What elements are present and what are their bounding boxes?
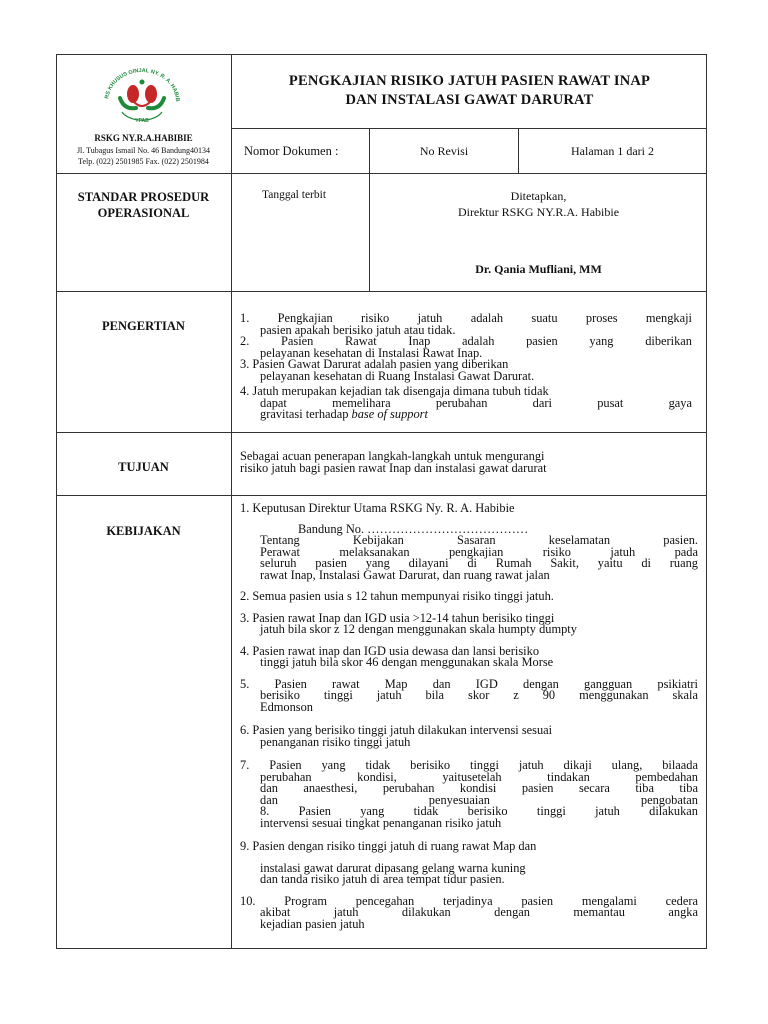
kebijakan-item-8-line-2: intervensi sesuai tingkat penanganan risiko jatuh bbox=[260, 815, 502, 830]
kebijakan-item-7-line-4: dan penyesuaian pengobatan bbox=[260, 792, 698, 807]
kebijakan-item-8-line-1: 8. Pasien yang tidak berisiko tinggi jatuh dilakukan bbox=[260, 804, 698, 818]
kebijakan-content bbox=[240, 503, 698, 930]
tujuan-line-1: Sebagai acuan penerapan langkah-langkah untuk mengurangi bbox=[240, 449, 545, 463]
pengertian-item-4-line-3 bbox=[240, 409, 692, 421]
pengertian-item-2-line-1: 2. Pasien Rawat Inap adalah pasien yang diberikan bbox=[240, 334, 692, 348]
kebijakan-item-7-line-3: dan anaesthesi, perubahan kondisi pasien secara tiba tiba bbox=[260, 781, 698, 795]
pengertian-item-1-line-2: pasien apakah berisiko jatuh atau tidak. bbox=[260, 322, 456, 337]
tujuan-label: TUJUAN bbox=[118, 460, 169, 474]
kebijakan-item-4-line-1: 4. Pasien rawat inap dan IGD usia dewasa dan lansi berisiko bbox=[240, 643, 540, 658]
kebijakan-item-10-line-3: kejadian pasien jatuh bbox=[260, 916, 365, 931]
svg-text:YPAB: YPAB bbox=[135, 118, 149, 124]
kebijakan-item-5-line-1: 5. Pasien rawat Map dan IGD dengan gangguan psikiatri bbox=[240, 676, 698, 691]
hospital-name: RSKG NY.R.A.HABIBIE bbox=[94, 133, 193, 143]
address-line-2: Telp. (022) 2501985 Fax. (022) 2501984 bbox=[78, 157, 209, 166]
divider-title-bottom bbox=[231, 128, 707, 129]
kebijakan-label: KEBIJAKAN bbox=[106, 524, 181, 538]
kebijakan-item-3-line-1: 3. Pasien rawat Inap dan IGD usia >12-14 tahun berisiko tinggi bbox=[240, 610, 555, 625]
kebijakan-item-6-line-1: 6. Pasien yang berisiko tinggi jatuh dilakukan intervensi sesuai bbox=[240, 723, 553, 737]
kebijakan-item-5-line-3: Edmonson bbox=[260, 699, 314, 714]
title-line-2: DAN INSTALASI GAWAT DARURAT bbox=[345, 92, 594, 108]
pengertian-item-4-line-2: dapat memelihara perubahan dari pusat gaya bbox=[260, 395, 692, 410]
address-line-1: Jl. Tubagus Ismail No. 46 Bandung40134 bbox=[76, 146, 211, 155]
divider-tujuan-bottom bbox=[56, 495, 707, 496]
pengertian-content bbox=[240, 313, 692, 421]
kebijakan-item-9-line-3: dan tanda risiko jatuh di area tempat tidur pasien. bbox=[260, 872, 505, 886]
nomor-dokumen-label: Nomor Dokumen : bbox=[244, 144, 339, 158]
svg-text:RS KHUSUS GINJAL NY. R. A. HAB: RS KHUSUS GINJAL NY. R. A. HABIB bbox=[104, 67, 181, 102]
kebijakan-item-1-line-4: Perawat melaksanakan pengkajian risiko jatuh pada bbox=[260, 544, 698, 559]
kebijakan-item-4-line-2: tinggi jatuh bila skor 46 dengan menggunakan skala Morse bbox=[260, 655, 554, 669]
kebijakan-item-7-line-2: perubahan kondisi, yaitusetelah tindakan pembedahan bbox=[260, 769, 698, 784]
halaman-label: Halaman 1 dari 2 bbox=[571, 144, 654, 158]
kebijakan-item-9-line-2: instalasi gawat darurat dipasang gelang warna kuning bbox=[260, 860, 526, 875]
kebijakan-item-7-line-1: 7. Pasien yang tidak berisiko tinggi jatuh dikaji ulang, bilaada bbox=[240, 758, 698, 772]
sop-label-line-1: STANDAR PROSEDUR bbox=[77, 190, 210, 204]
pengertian-item-2-line-2: pelayanan kesehatan di Instalasi Rawat Inap. bbox=[260, 345, 483, 360]
kebijakan-item-1-line-6: rawat Inap, Instalasi Gawat Darurat, dan ruang rawat jalan bbox=[260, 567, 550, 582]
kebijakan-item-1-line-1: 1. Keputusan Direktur Utama RSKG Ny. R. A. Habibie bbox=[240, 501, 515, 515]
pengertian-item-3-line-2: pelayanan kesehatan di Ruang Instalasi Gawat Darurat. bbox=[260, 368, 535, 383]
kebijakan-item-3-line-2: jatuh bila skor z 12 dengan menggunakan skala humpty dumpty bbox=[260, 622, 577, 636]
sop-label bbox=[56, 189, 231, 221]
base-of-support-term: base of support bbox=[351, 407, 428, 421]
direktur-label: Direktur RSKG NY.R.A. Habibie bbox=[457, 205, 620, 219]
tujuan-line-2: risiko jatuh bagi pasien rawat Inap dan instalasi gawat darurat bbox=[240, 460, 547, 475]
hospital-address bbox=[56, 145, 231, 167]
kebijakan-item-10-line-1: 10. Program pencegahan terjadinya pasien mengalami cedera bbox=[240, 893, 698, 908]
divider-header-bottom bbox=[56, 173, 707, 174]
kebijakan-item-1-line-5: seluruh pasien yang dilayani di Rumah Sakit, yaitu di ruang bbox=[260, 556, 698, 570]
kebijakan-item-10-line-2: akibat jatuh dilakukan dengan memantau angka bbox=[260, 905, 698, 919]
tujuan-content bbox=[240, 451, 700, 474]
pengertian-item-1-line-1: 1. Pengkajian risiko jatuh adalah suatu proses mengkaji bbox=[240, 311, 692, 325]
ditetapkan-block bbox=[370, 188, 707, 220]
divider-left-column bbox=[231, 54, 232, 949]
ditetapkan-label: Ditetapkan, bbox=[510, 189, 567, 203]
kebijakan-item-1-line-2: Bandung No. ………………………………… bbox=[298, 521, 529, 536]
pengertian-label: PENGERTIAN bbox=[102, 319, 185, 333]
pengertian-item-4-line-1: 4. Jatuh merupakan kejadian tak disengaja dimana tubuh tidak bbox=[240, 384, 549, 398]
pengertian-item-4-text: gravitasi terhadap bbox=[260, 407, 352, 421]
hospital-logo-graphic bbox=[98, 64, 186, 124]
signatory-name: Dr. Qania Mufliani, MM bbox=[475, 262, 602, 276]
sop-label-line-2: OPERASIONAL bbox=[97, 206, 190, 220]
kebijakan-item-9-line-1: 9. Pasien dengan risiko tinggi jatuh di ruang rawat Map dan bbox=[240, 839, 537, 853]
title-line-1: PENGKAJIAN RISIKO JATUH PASIEN RAWAT INAP bbox=[288, 73, 651, 89]
kebijakan-item-6-line-2: penanganan risiko tinggi jatuh bbox=[260, 734, 411, 749]
divider-pengertian-bottom bbox=[56, 432, 707, 433]
tanggal-terbit-label: Tanggal terbit bbox=[262, 189, 327, 201]
kebijakan-item-5-line-2: berisiko tinggi jatuh bila skor z 90 menggunakan skala bbox=[260, 688, 698, 702]
hospital-logo bbox=[98, 64, 186, 124]
kebijakan-item-1-line-3: Tentang Kebijakan Sasaran keselamatan pasien. bbox=[260, 533, 698, 547]
kebijakan-item-2: 2. Semua pasien usia s 12 tahun mempunyai risiko tinggi jatuh. bbox=[240, 589, 554, 603]
document-title bbox=[232, 72, 707, 110]
divider-sop-bottom bbox=[56, 291, 707, 292]
pengertian-item-3-line-1: 3. Pasien Gawat Darurat adalah pasien yang diberikan bbox=[240, 357, 509, 371]
no-revisi-label: No Revisi bbox=[419, 144, 469, 158]
